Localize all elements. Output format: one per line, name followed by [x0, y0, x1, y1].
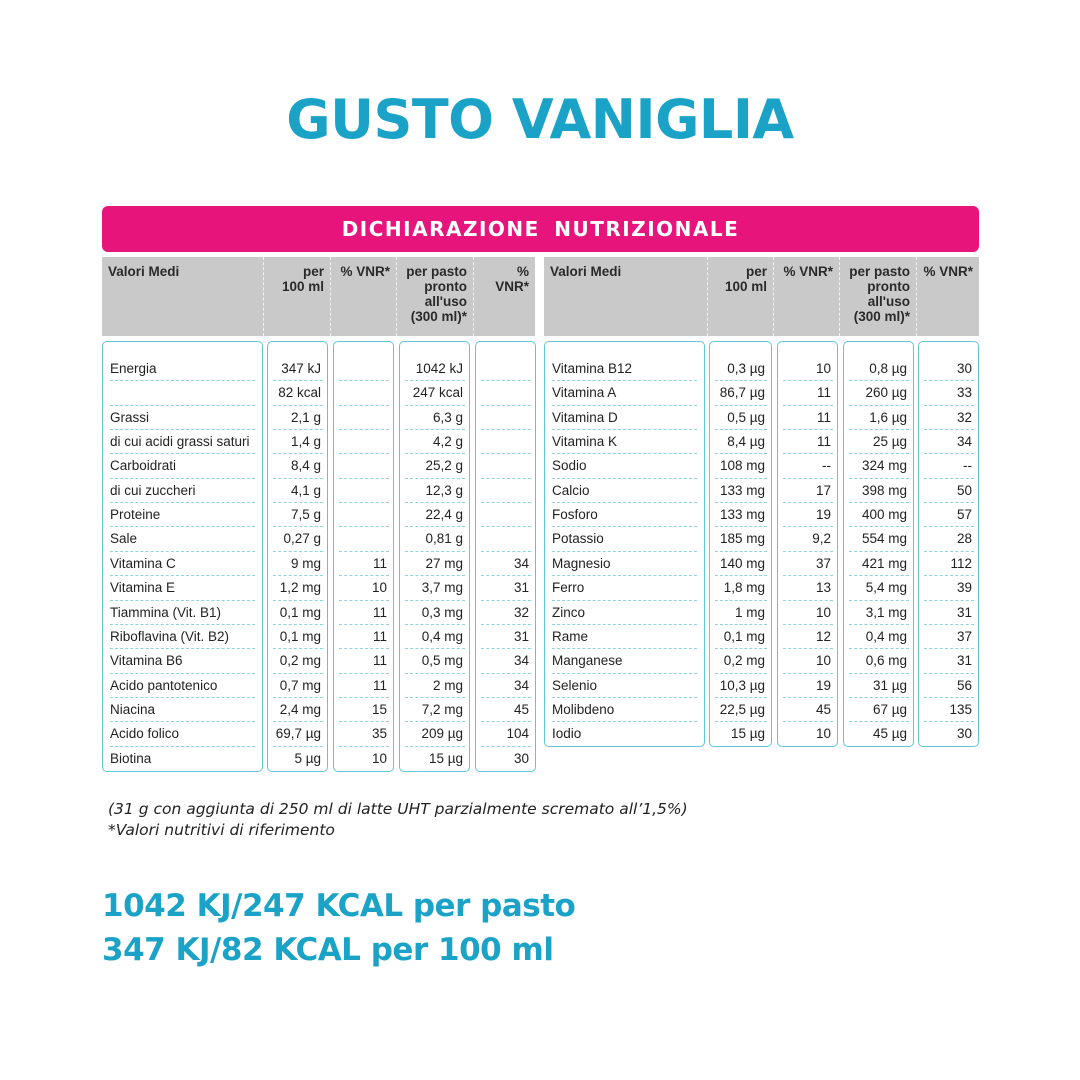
table-cell-vnrpasto — [477, 479, 535, 503]
table-cell-vpasto: 0,4 mg — [421, 628, 463, 644]
table-cell-v100: 8,4 µg — [727, 434, 765, 450]
table-cell-vnrpasto: 32 — [513, 604, 529, 620]
table-cell-name: Proteine — [110, 507, 161, 523]
table-cell-vnr100: 10 — [371, 580, 387, 596]
table-cell-vpasto: 25 µg — [872, 434, 907, 450]
table-cell-vnrpasto: 34 — [513, 677, 529, 693]
table-cell-vnrpasto: 34 — [956, 434, 972, 450]
table-cell-vnrpasto: 31 — [513, 628, 529, 644]
table-cell-vpasto: 0,3 mg — [421, 604, 463, 620]
table-cell-vnr100: 11 — [372, 653, 387, 669]
table-cell-name: Zinco — [552, 604, 586, 620]
table-cell-vnrpasto: 34 — [513, 555, 529, 571]
table-cell-vnr100: -- — [822, 458, 831, 474]
table-cell-name: Riboflavina (Vit. B2) — [110, 628, 230, 644]
footnotes — [108, 799, 688, 841]
energy-per-100ml: 347 KJ/82 KCAL per 100 ml — [102, 932, 554, 968]
table-cell-name — [104, 381, 262, 405]
table-cell-v100: 10,3 µg — [719, 677, 765, 693]
header-valori-medi: Valori Medi — [544, 257, 708, 336]
table-cell-vpasto: 0,8 µg — [869, 361, 907, 376]
table-cell-name: Sale — [110, 531, 138, 547]
table-cell-vnr100 — [335, 454, 393, 478]
table-cell-vpasto: 12,3 g — [425, 482, 463, 498]
table-cell-name: Rame — [552, 628, 589, 644]
table-cell-vpasto: 5,4 mg — [865, 580, 907, 596]
table-header-right — [544, 257, 979, 336]
table-cell-vpasto: 0,5 mg — [421, 653, 463, 669]
header-vnr-pasto: % VNR* — [495, 264, 529, 294]
table-header-left — [102, 257, 535, 336]
table-cell-vnr100: 9,2 — [812, 531, 831, 547]
table-cell-v100: 5 µg — [294, 750, 321, 766]
table-cell-v100: 82 kcal — [278, 385, 321, 401]
table-cell-vnrpasto: 56 — [956, 677, 972, 693]
header-line: per pasto — [849, 264, 910, 279]
table-cell-vnr100: 19 — [815, 507, 831, 523]
table-cell-v100: 1 mg — [734, 604, 765, 620]
table-cell-vnrpasto: 30 — [513, 750, 529, 766]
header-line: pronto — [867, 279, 910, 294]
header-vnr-pasto: % VNR* — [923, 264, 973, 279]
table-cell-vnr100: 11 — [372, 628, 387, 644]
table-cell-name: Fosforo — [552, 507, 598, 523]
table-cell-vnrpasto — [477, 527, 535, 551]
table-cell-name: Vitamina A — [552, 385, 617, 401]
table-cell-vpasto: 1,6 µg — [869, 409, 907, 425]
table-cell-vnrpasto: 33 — [956, 385, 972, 401]
table-cell-name: Grassi — [110, 409, 150, 425]
table-cell-vnrpasto: 31 — [956, 653, 972, 669]
table-cell-v100: 1,4 g — [290, 434, 321, 450]
table-cell-v100: 69,7 µg — [275, 726, 321, 742]
table-cell-name: Biotina — [110, 750, 152, 766]
table-cell-name: Acido folico — [110, 726, 180, 742]
header-valori-medi: Valori Medi — [102, 257, 264, 336]
table-cell-vnr100: 12 — [815, 628, 831, 644]
table-cell-v100: 0,2 mg — [723, 653, 765, 669]
table-cell-v100: 347 kJ — [281, 361, 321, 376]
table-cell-vnrpasto: -- — [963, 458, 972, 474]
table-cell-name: Vitamina C — [110, 555, 176, 571]
table-cell-vpasto: 45 µg — [872, 726, 907, 742]
header-line: 100 ml — [724, 279, 767, 294]
table-cell-vnrpasto: 50 — [956, 482, 972, 498]
table-cell-vnr100 — [335, 381, 393, 405]
table-cell-v100: 0,3 µg — [727, 361, 765, 376]
table-cell-name: di cui zuccheri — [110, 482, 196, 498]
table-cell-vnrpasto: 30 — [956, 361, 972, 376]
table-cell-name: Carboidrati — [110, 458, 177, 474]
table-cell-vnr100: 11 — [816, 434, 831, 450]
table-cell-name: Manganese — [552, 653, 623, 669]
table-cell-vpasto: 27 mg — [425, 555, 463, 571]
table-cell-vpasto: 1042 kJ — [415, 361, 463, 376]
header-per-100ml — [264, 257, 331, 336]
table-cell-v100: 15 µg — [730, 726, 765, 742]
table-cell-vnrpasto: 32 — [956, 409, 972, 425]
table-cell-name: Vitamina B12 — [552, 361, 633, 376]
header-line: per — [745, 264, 767, 279]
table-cell-vnr100: 15 — [371, 701, 387, 717]
header-line: per pasto — [406, 264, 467, 279]
table-cell-vpasto: 67 µg — [872, 701, 907, 717]
table-cell-vnrpasto — [477, 430, 535, 454]
table-cell-vpasto: 6,3 g — [432, 409, 463, 425]
header-line: pronto — [424, 279, 467, 294]
table-cell-vpasto: 0,6 mg — [865, 653, 907, 669]
table-cell-v100: 0,2 mg — [279, 653, 321, 669]
table-cell-v100: 1,8 mg — [723, 580, 765, 596]
table-cell-vnrpasto — [477, 357, 535, 381]
table-cell-v100: 8,4 g — [290, 458, 321, 474]
header-line: (300 ml)* — [853, 309, 910, 324]
table-cell-name: Magnesio — [552, 555, 611, 571]
table-cell-vpasto: 260 µg — [865, 385, 907, 401]
table-cell-vnrpasto: 39 — [956, 580, 972, 596]
table-cell-vnr100 — [335, 357, 393, 381]
table-cell-name: Vitamina D — [552, 409, 618, 425]
table-cell-vpasto: 400 mg — [861, 507, 907, 523]
table-cell-name: Selenio — [552, 677, 598, 693]
table-cell-vnr100: 11 — [372, 677, 387, 693]
table-cell-vnr100: 11 — [816, 385, 831, 401]
table-cell-v100: 1,2 mg — [279, 580, 321, 596]
table-cell-name: Acido pantotenico — [110, 677, 218, 693]
table-cell-v100: 0,7 mg — [279, 677, 321, 693]
table-cell-v100: 0,27 g — [283, 531, 321, 547]
table-cell-name: di cui acidi grassi saturi — [110, 434, 250, 450]
header-per-100ml — [708, 257, 774, 336]
table-cell-name: Molibdeno — [552, 701, 615, 717]
table-cell-vnrpasto — [477, 454, 535, 478]
table-cell-vnrpasto: 37 — [956, 628, 972, 644]
header-per-pasto — [840, 257, 917, 336]
header-vnr: % VNR* — [774, 257, 840, 336]
table-cell-vnr100 — [335, 527, 393, 551]
table-cell-vnr100: 10 — [815, 361, 831, 376]
table-cell-vnrpasto: 31 — [956, 604, 972, 620]
table-cell-vpasto: 324 mg — [861, 458, 907, 474]
table-cell-v100: 9 mg — [290, 555, 321, 571]
table-cell-name: Vitamina K — [552, 434, 618, 450]
table-cell-vnr100 — [335, 503, 393, 527]
table-cell-name: Iodio — [552, 726, 582, 742]
table-cell-v100: 185 mg — [719, 531, 765, 547]
table-cell-v100: 133 mg — [719, 507, 765, 523]
table-cell-name: Ferro — [552, 580, 585, 596]
table-cell-vnr100 — [335, 406, 393, 430]
table-cell-vpasto: 31 µg — [872, 677, 907, 693]
page-title: GUSTO VANIGLIA — [286, 88, 794, 151]
table-cell-vpasto: 554 mg — [861, 531, 907, 547]
energy-summary — [102, 884, 575, 972]
table-cell-v100: 4,1 g — [290, 482, 321, 498]
table-cell-vnrpasto: 135 — [949, 701, 972, 717]
table-cell-vnrpasto: 28 — [956, 531, 972, 547]
table-cell-vpasto: 398 mg — [861, 482, 907, 498]
table-cell-vnr100: 13 — [815, 580, 831, 596]
table-cell-vnr100: 17 — [815, 482, 831, 498]
table-cell-v100: 86,7 µg — [719, 385, 765, 401]
table-cell-v100: 140 mg — [719, 555, 765, 571]
table-cell-v100: 0,1 mg — [723, 628, 765, 644]
table-cell-name: Energia — [110, 361, 157, 376]
table-cell-v100: 0,5 µg — [727, 409, 765, 425]
table-cell-vnr100: 19 — [815, 677, 831, 693]
table-cell-vnrpasto: 31 — [513, 580, 529, 596]
nutrition-banner: DICHIARAZIONE NUTRIZIONALE — [102, 206, 979, 252]
header-line: (300 ml)* — [410, 309, 467, 324]
table-cell-vpasto: 0,4 mg — [865, 628, 907, 644]
table-cell-vnrpasto — [477, 503, 535, 527]
table-cell-vpasto: 209 µg — [421, 726, 463, 742]
table-cell-vnr100: 10 — [815, 653, 831, 669]
table-cell-vpasto: 2 mg — [432, 677, 463, 693]
table-cell-vnrpasto: 45 — [513, 701, 529, 717]
table-cell-name: Niacina — [110, 701, 156, 717]
table-cell-vnr100: 10 — [371, 750, 387, 766]
header-line: 100 ml — [281, 279, 324, 294]
header-vnr: % VNR* — [331, 257, 397, 336]
table-cell-vnr100 — [335, 479, 393, 503]
table-cell-vnr100: 45 — [815, 701, 831, 717]
table-cell-vpasto: 25,2 g — [425, 458, 463, 474]
table-cell-name: Tiammina (Vit. B1) — [110, 604, 222, 620]
table-cell-vnrpasto: 34 — [513, 653, 529, 669]
table-cell-vnrpasto: 57 — [956, 507, 972, 523]
table-cell-vnr100: 11 — [372, 555, 387, 571]
table-cell-v100: 108 mg — [719, 458, 765, 474]
footnote-preparation: (31 g con aggiunta di 250 ml di latte UHT parzialmente scremato all’1,5%) — [108, 800, 688, 818]
table-cell-vnrpasto — [477, 381, 535, 405]
table-cell-vnr100: 10 — [815, 604, 831, 620]
table-cell-vpasto: 4,2 g — [432, 434, 463, 450]
table-cell-vpasto: 7,2 mg — [421, 701, 463, 717]
table-cell-vpasto: 15 µg — [428, 750, 463, 766]
table-cell-v100: 2,1 g — [290, 409, 321, 425]
table-cell-v100: 0,1 mg — [279, 604, 321, 620]
table-cell-vpasto: 22,4 g — [425, 507, 463, 523]
table-cell-vnrpasto: 104 — [506, 726, 529, 742]
table-cell-v100: 133 mg — [719, 482, 765, 498]
table-cell-vpasto: 0,81 g — [425, 531, 463, 547]
table-cell-vnr100: 11 — [816, 409, 831, 425]
table-cell-vnrpasto: 112 — [950, 555, 972, 571]
table-cell-vpasto: 421 mg — [861, 555, 907, 571]
table-cell-vpasto: 3,7 mg — [421, 580, 463, 596]
table-cell-vpasto: 3,1 mg — [865, 604, 907, 620]
table-cell-vnr100: 35 — [371, 726, 387, 742]
table-cell-name: Sodio — [552, 458, 587, 474]
table-cell-vnrpasto — [477, 406, 535, 430]
table-cell-name: Vitamina B6 — [110, 653, 183, 669]
table-cell-vnr100: 10 — [815, 726, 831, 742]
table-cell-vnr100 — [335, 430, 393, 454]
table-cell-name: Calcio — [552, 482, 590, 498]
table-cell-v100: 22,5 µg — [719, 701, 765, 717]
table-cell-v100: 7,5 g — [290, 507, 321, 523]
header-line: all'uso — [867, 294, 910, 309]
footnote-vnr: *Valori nutritivi di riferimento — [108, 821, 335, 839]
table-cell-name: Vitamina E — [110, 580, 176, 596]
table-cell-vnr100: 11 — [372, 604, 387, 620]
table-cell-v100: 0,1 mg — [279, 628, 321, 644]
table-cell-v100: 2,4 mg — [279, 701, 321, 717]
table-cell-name: Potassio — [552, 531, 604, 547]
table-cell-vpasto: 247 kcal — [412, 385, 463, 401]
header-line: per — [302, 264, 324, 279]
table-cell-vnrpasto: 30 — [956, 726, 972, 742]
header-line: all'uso — [424, 294, 467, 309]
energy-per-pasto: 1042 KJ/247 KCAL per pasto — [102, 888, 576, 924]
table-cell-vnr100: 37 — [815, 555, 831, 571]
header-per-pasto — [397, 257, 474, 336]
